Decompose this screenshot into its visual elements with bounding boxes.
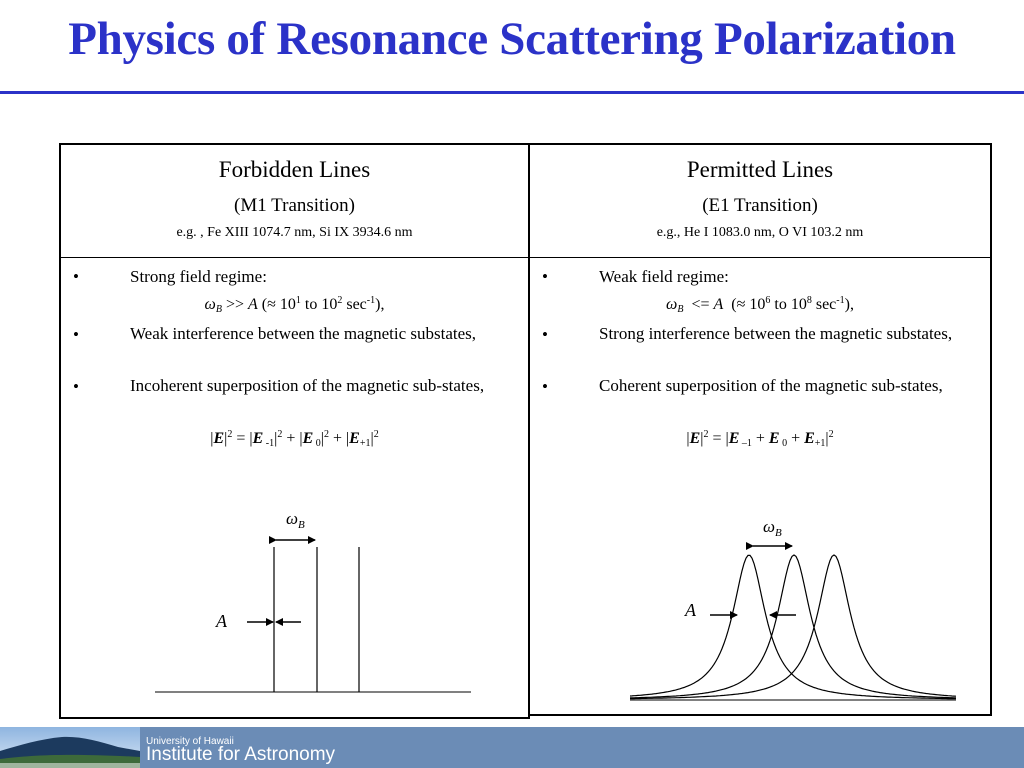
institute-name: Institute for Astronomy [146, 744, 336, 765]
zeeman-lines-diagram [61, 145, 528, 717]
a-width-label: A [216, 611, 227, 631]
mauna-kea-logo-image [0, 727, 140, 768]
bullet-marker: • [542, 377, 548, 396]
regime-formula: $\omega_B >> A$ (≈ $10^1$ to $10^2$ $\sec^{-1}$), [204, 295, 385, 315]
slide-title: Physics of Resonance Scattering Polarization [68, 13, 956, 65]
lorentz-profiles-diagram [530, 145, 990, 714]
forbidden-example: e.g. , Fe XIII 1074.7 nm, Si IX 3934.6 nm [176, 225, 413, 240]
a-width-label: A [685, 600, 696, 620]
bullet-strong-interference: Strong interference between the magnetic substates, [599, 324, 953, 343]
bullet-marker: • [542, 325, 548, 344]
bullet-marker: • [73, 377, 79, 396]
forbidden-lines-header: Forbidden Lines [218, 157, 371, 182]
lorentz-profile [630, 555, 956, 698]
permitted-example: e.g., He I 1083.0 nm, O VI 103.2 nm [656, 225, 864, 240]
title-divider [0, 91, 1024, 94]
regime-formula: $\omega_B <= A$ (≈ $10^6$ to $10^8$ $\sec^{-1}$), [666, 295, 854, 315]
bullet-marker: • [73, 325, 79, 344]
omega-b-label: $\omega_B$ [286, 509, 305, 531]
forbidden-transition-label: (M1 Transition) [234, 195, 355, 216]
lorentz-profile [630, 555, 956, 698]
permitted-transition-label: (E1 Transition) [702, 195, 818, 216]
forbidden-lines-panel [59, 143, 530, 719]
omega-b-label: $\omega_B$ [763, 517, 782, 539]
bullet-coherent: Coherent superposition of the magnetic sub-states, [599, 376, 943, 395]
footer-bar [0, 727, 1024, 768]
superposition-formula: $|E|^2 = |E$ $_{-1}$ + E $_0 + E_{+1}|^2$ [686, 429, 834, 449]
bullet-strong-field: Strong field regime: [130, 267, 267, 286]
bullet-incoherent: Incoherent superposition of the magnetic sub-states, [130, 376, 485, 395]
bullet-weak-field: Weak field regime: [599, 267, 729, 286]
permitted-lines-header: Permitted Lines [686, 157, 834, 182]
bullet-marker: • [73, 267, 79, 286]
permitted-lines-panel [528, 143, 992, 716]
bullet-marker: • [542, 267, 548, 286]
university-name: University of Hawaii [146, 736, 234, 747]
superposition-formula: $|E|^2 = |E$ $_{-1}|^2 + |E$ $_0|^2 + |E_{+1}|^2$ [210, 429, 379, 449]
bullet-weak-interference: Weak interference between the magnetic substates, [130, 324, 477, 343]
lorentz-profile [630, 555, 956, 699]
